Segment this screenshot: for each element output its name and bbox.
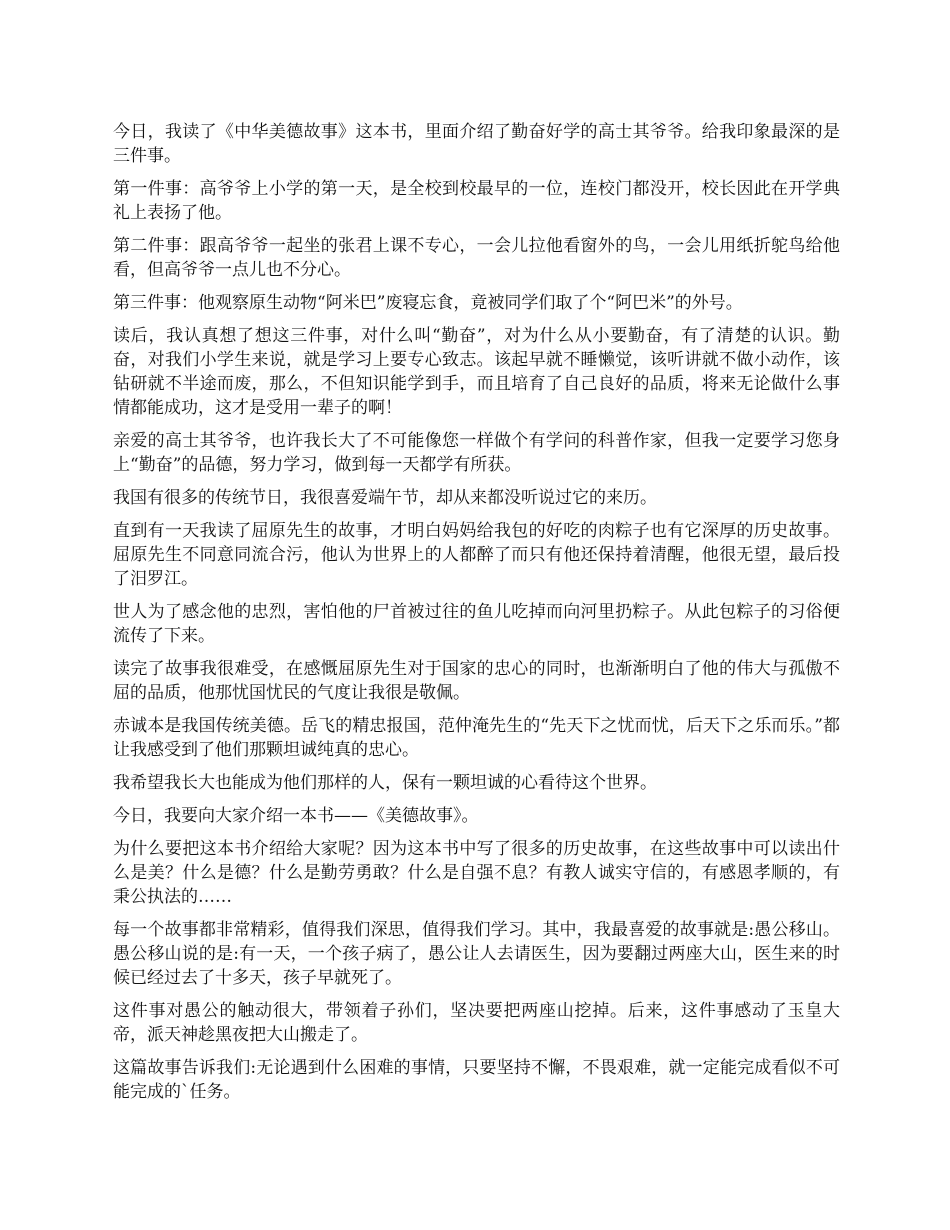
paragraph-13: 今日，我要向大家介绍一本书——《美德故事》。 [113, 806, 479, 826]
paragraph-11: 赤诚本是我国传统美德。岳飞的精忠报国，范仲淹先生的“先天下之忧而忧，后天下之乐而乐。”都让我感受到了他们那颗坦诚纯真的忠心。 [113, 716, 840, 760]
paragraph-8: 直到有一天我读了屈原先生的故事，才明白妈妈给我包的好吃的肉粽子也有它深厚的历史故事。屈原先生不同意同流合污，他认为世界上的人都醉了而只有他还保持着清醒，他很无望，最后投了汨罗江。 [113, 521, 840, 589]
paragraph-12: 我希望我长大也能成为他们那样的人，保有一颗坦诚的心看待这个世界。 [113, 773, 657, 793]
paragraph-17: 这篇故事告诉我们:无论遇到什么困难的事情，只要坚持不懈，不畏艰难，就一定能完成看似不可能完成的`任务。 [113, 1058, 840, 1102]
paragraph-5: 读后，我认真想了想这三件事，对什么叫“勤奋”，对为什么从小要勤奋，有了清楚的认识。勤奋，对我们小学生来说，就是学习上要专心致志。该起早就不睡懒觉，该听讲就不做小动作，该钻研就不半途而废，那么，不但知识能学到手，而且培育了自己良好的品质，将来无论做什么事情都能成功，这才是受用一辈子的啊！ [113, 326, 840, 418]
paragraph-7: 我国有很多的传统节日，我很喜爱端午节，却从来都没听说过它的来历。 [113, 488, 657, 508]
paragraph-3: 第二件事：跟高爷爷一起坐的张君上课不专心，一会儿拉他看窗外的鸟，一会儿用纸折鸵鸟给他看，但高爷爷一点儿也不分心。 [113, 236, 840, 280]
paragraph-15: 每一个故事都非常精彩，值得我们深思，值得我们学习。其中，我最喜爱的故事就是:愚公移山。愚公移山说的是:有一天，一个孩子病了，愚公让人去请医生，因为要翻过两座大山，医生来的时候已经过去了十多天，孩子早就死了。 [113, 920, 840, 988]
paragraph-9: 世人为了感念他的忠烈，害怕他的尸首被过往的鱼儿吃掉而向河里扔粽子。从此包粽子的习俗便流传了下来。 [113, 602, 840, 646]
paragraph-4: 第三件事：他观察原生动物“阿米巴”废寝忘食，竟被同学们取了个“阿巴米”的外号。 [113, 293, 743, 313]
paragraph-1: 今日，我读了《中华美德故事》这本书，里面介绍了勤奋好学的高士其爷爷。给我印象最深的是三件事。 [113, 122, 840, 166]
paragraph-6: 亲爱的高士其爷爷，也许我长大了不可能像您一样做个有学问的科普作家，但我一定要学习您身上“勤奋”的品德，努力学习，做到每一天都学有所获。 [113, 431, 840, 475]
document-body [113, 120, 840, 1113]
paragraph-2: 第一件事：高爷爷上小学的第一天，是全校到校最早的一位，连校门都没开，校长因此在开学典礼上表扬了他。 [113, 179, 840, 223]
paragraph-16: 这件事对愚公的触动很大，带领着子孙们，坚决要把两座山挖掉。后来，这件事感动了玉皇大帝，派天神趁黑夜把大山搬走了。 [113, 1001, 840, 1045]
paragraph-10: 读完了故事我很难受，在感慨屈原先生对于国家的忠心的同时，也渐渐明白了他的伟大与孤傲不屈的品质，他那忧国忧民的气度让我很是敬佩。 [113, 659, 840, 703]
paragraph-14: 为什么要把这本书介绍给大家呢？因为这本书中写了很多的历史故事，在这些故事中可以读出什么是美？什么是德？什么是勤劳勇敢？什么是自强不息？有教人诚实守信的，有感恩孝顺的，有秉公执法的…… [113, 839, 840, 907]
